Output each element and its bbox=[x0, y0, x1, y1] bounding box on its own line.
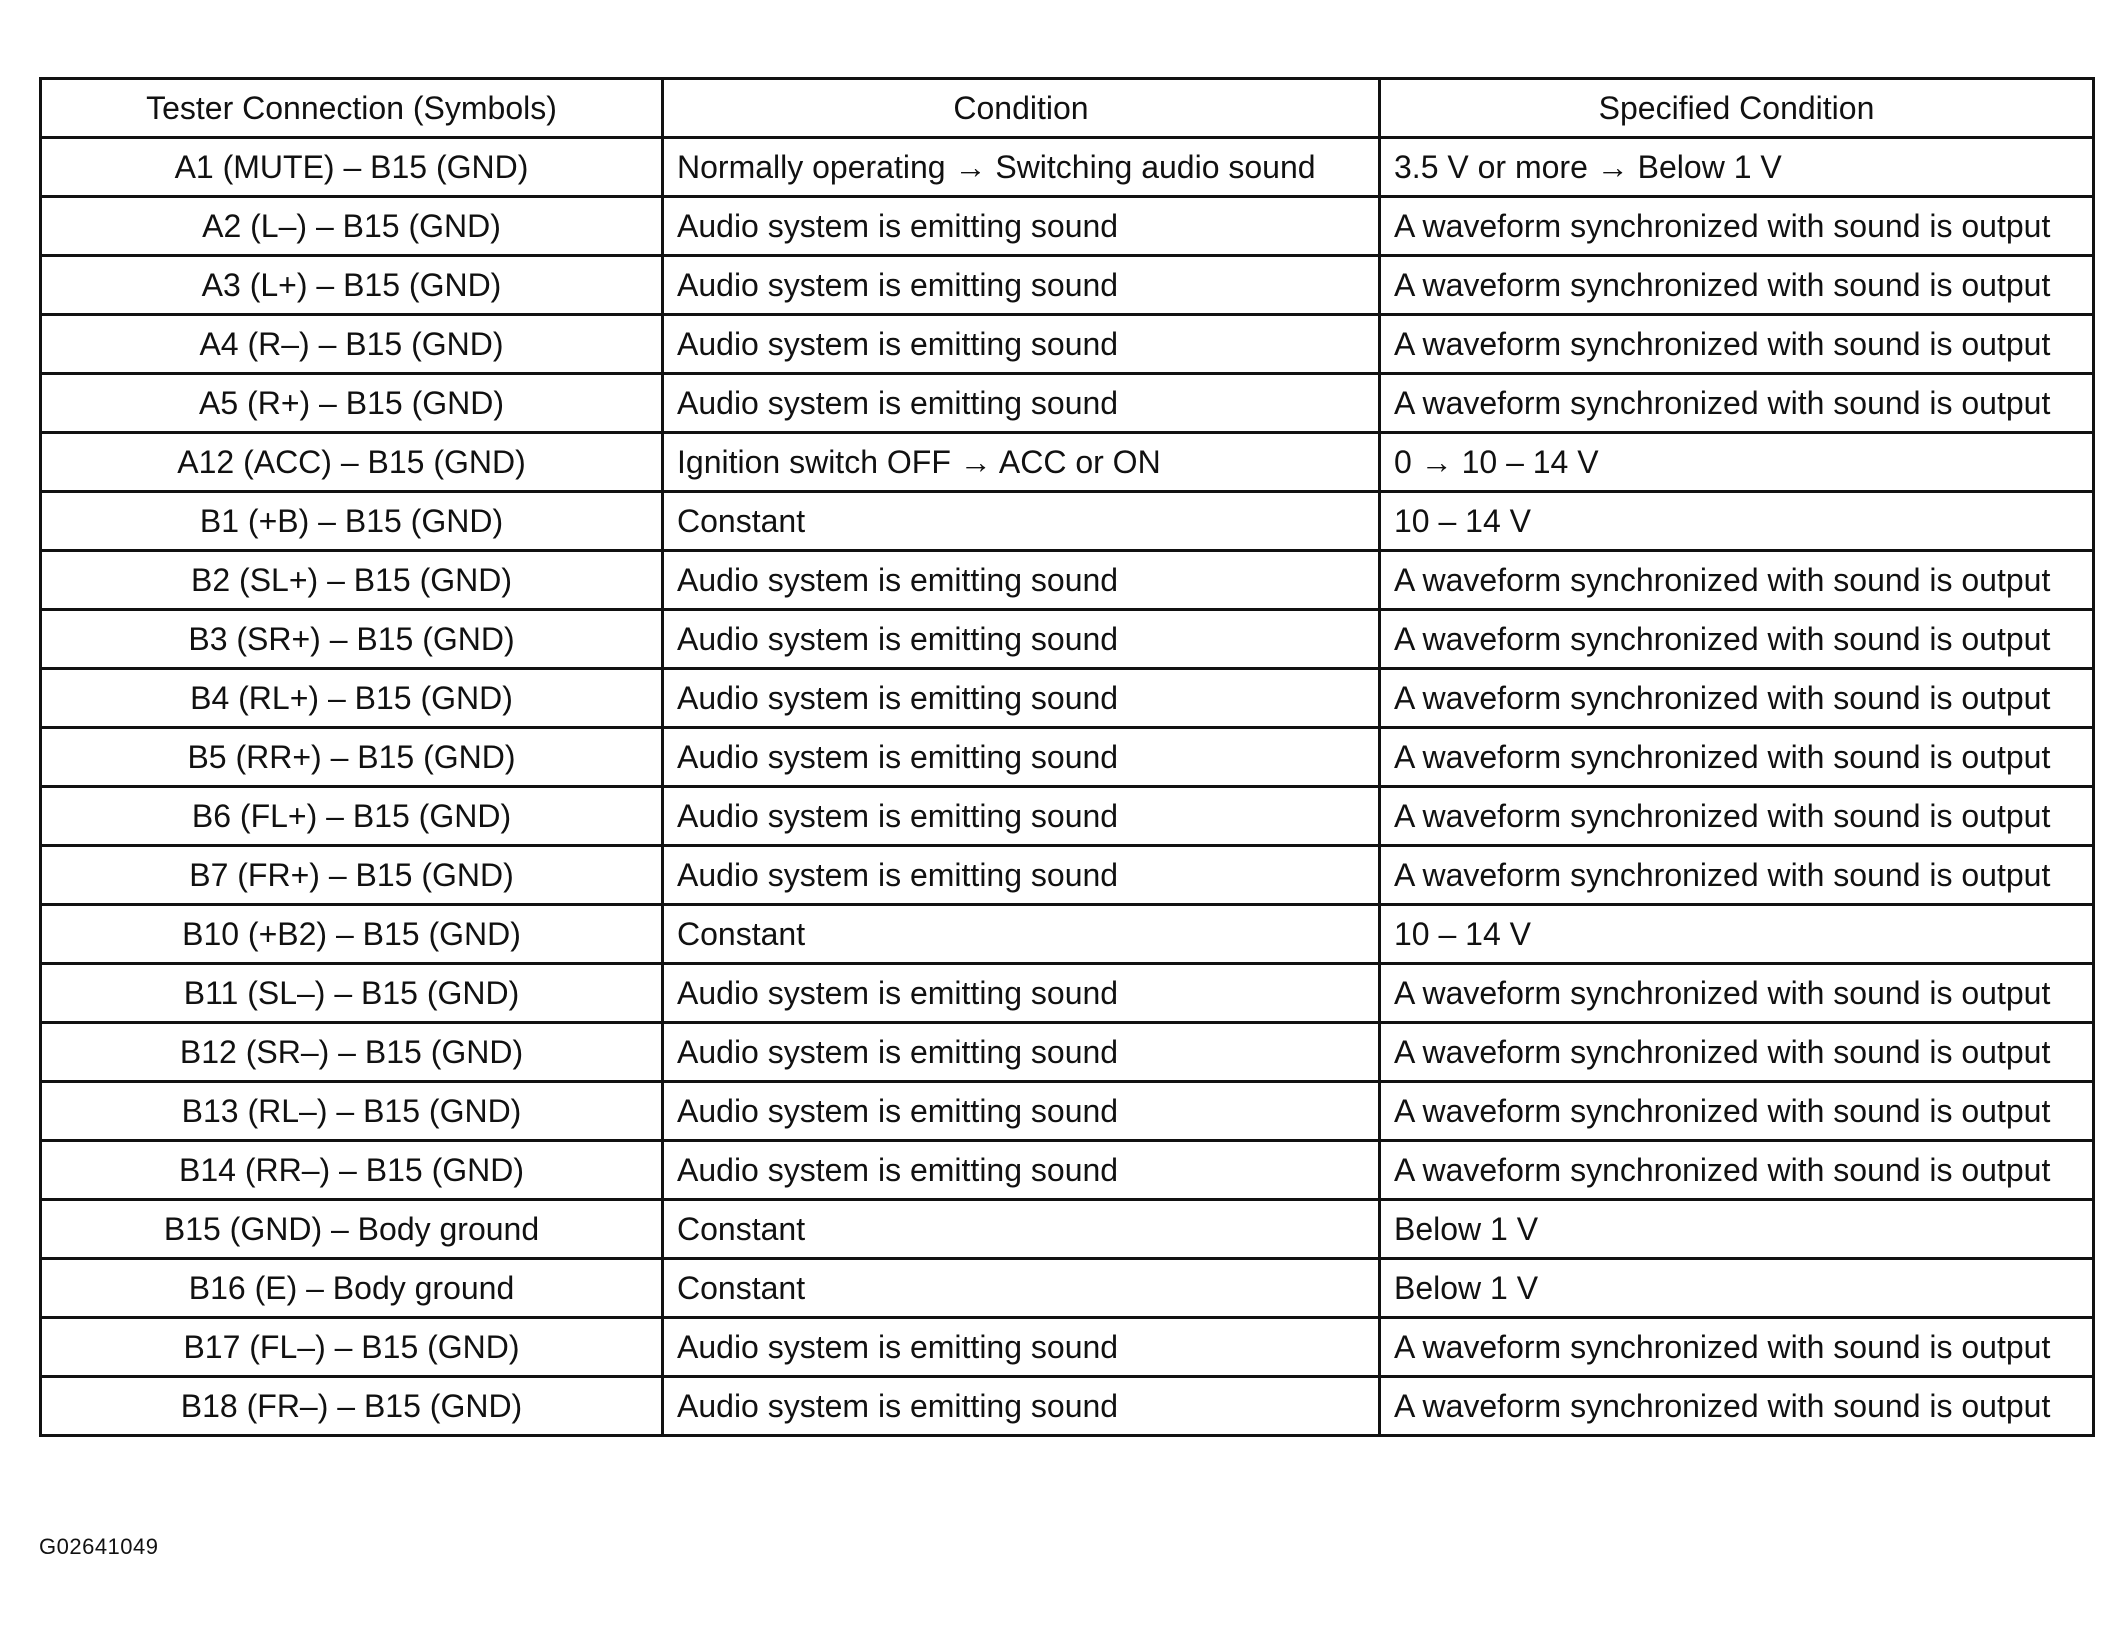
spec-table-container bbox=[39, 77, 2092, 1437]
condition-cell: Audio system is emitting sound bbox=[663, 1023, 1380, 1082]
tester-connection-cell: B5 (RR+) – B15 (GND) bbox=[41, 728, 663, 787]
tester-connection-cell: B18 (FR–) – B15 (GND) bbox=[41, 1377, 663, 1436]
table-row bbox=[41, 315, 2094, 374]
figure-id-label: G02641049 bbox=[39, 1534, 159, 1559]
table-row bbox=[41, 669, 2094, 728]
condition-cell: Constant bbox=[663, 905, 1380, 964]
table-row bbox=[41, 1377, 2094, 1436]
header-tester-connection: Tester Connection (Symbols) bbox=[41, 79, 663, 138]
tester-connection-cell: B2 (SL+) – B15 (GND) bbox=[41, 551, 663, 610]
table-row bbox=[41, 610, 2094, 669]
specified-condition-cell: A waveform synchronized with sound is output bbox=[1380, 669, 2094, 728]
tester-connection-cell: B16 (E) – Body ground bbox=[41, 1259, 663, 1318]
condition-cell: Ignition switch OFF → ACC or ON bbox=[663, 433, 1380, 492]
table-row bbox=[41, 1023, 2094, 1082]
table-row bbox=[41, 787, 2094, 846]
table-row bbox=[41, 1082, 2094, 1141]
condition-cell: Audio system is emitting sound bbox=[663, 1141, 1380, 1200]
condition-cell: Audio system is emitting sound bbox=[663, 1318, 1380, 1377]
table-row bbox=[41, 1200, 2094, 1259]
table-row bbox=[41, 964, 2094, 1023]
condition-cell: Audio system is emitting sound bbox=[663, 787, 1380, 846]
tester-connection-cell: A4 (R–) – B15 (GND) bbox=[41, 315, 663, 374]
condition-cell: Audio system is emitting sound bbox=[663, 964, 1380, 1023]
table-row bbox=[41, 728, 2094, 787]
tester-connection-cell: B10 (+B2) – B15 (GND) bbox=[41, 905, 663, 964]
condition-cell: Audio system is emitting sound bbox=[663, 846, 1380, 905]
tester-connection-cell: B6 (FL+) – B15 (GND) bbox=[41, 787, 663, 846]
table-row bbox=[41, 846, 2094, 905]
header-specified-condition: Specified Condition bbox=[1380, 79, 2094, 138]
specified-condition-cell: A waveform synchronized with sound is output bbox=[1380, 374, 2094, 433]
tester-connection-cell: B13 (RL–) – B15 (GND) bbox=[41, 1082, 663, 1141]
condition-cell: Audio system is emitting sound bbox=[663, 1082, 1380, 1141]
tester-connection-cell: B1 (+B) – B15 (GND) bbox=[41, 492, 663, 551]
table-row bbox=[41, 197, 2094, 256]
specified-condition-cell: A waveform synchronized with sound is output bbox=[1380, 787, 2094, 846]
specified-condition-cell: A waveform synchronized with sound is output bbox=[1380, 846, 2094, 905]
specified-condition-cell: A waveform synchronized with sound is output bbox=[1380, 964, 2094, 1023]
header-condition: Condition bbox=[663, 79, 1380, 138]
tester-connection-cell: A12 (ACC) – B15 (GND) bbox=[41, 433, 663, 492]
tester-connection-cell: B15 (GND) – Body ground bbox=[41, 1200, 663, 1259]
tester-connection-cell: B7 (FR+) – B15 (GND) bbox=[41, 846, 663, 905]
specified-condition-cell: 10 – 14 V bbox=[1380, 492, 2094, 551]
specified-condition-cell: Below 1 V bbox=[1380, 1200, 2094, 1259]
tester-connection-cell: B4 (RL+) – B15 (GND) bbox=[41, 669, 663, 728]
specified-condition-cell: A waveform synchronized with sound is output bbox=[1380, 551, 2094, 610]
table-row bbox=[41, 256, 2094, 315]
specified-condition-cell: A waveform synchronized with sound is output bbox=[1380, 1082, 2094, 1141]
specified-condition-cell: A waveform synchronized with sound is output bbox=[1380, 256, 2094, 315]
table-row bbox=[41, 433, 2094, 492]
tester-connection-cell: B17 (FL–) – B15 (GND) bbox=[41, 1318, 663, 1377]
condition-cell: Audio system is emitting sound bbox=[663, 374, 1380, 433]
specified-condition-cell: A waveform synchronized with sound is output bbox=[1380, 728, 2094, 787]
condition-cell: Constant bbox=[663, 1259, 1380, 1318]
tester-connection-cell: B11 (SL–) – B15 (GND) bbox=[41, 964, 663, 1023]
specified-condition-cell: 3.5 V or more → Below 1 V bbox=[1380, 138, 2094, 197]
condition-cell: Audio system is emitting sound bbox=[663, 315, 1380, 374]
condition-cell: Normally operating → Switching audio sound bbox=[663, 138, 1380, 197]
specified-condition-cell: 0 → 10 – 14 V bbox=[1380, 433, 2094, 492]
specified-condition-cell: A waveform synchronized with sound is output bbox=[1380, 1318, 2094, 1377]
table-row bbox=[41, 374, 2094, 433]
table-row bbox=[41, 1259, 2094, 1318]
table-header-row bbox=[41, 79, 2094, 138]
table-row bbox=[41, 905, 2094, 964]
condition-cell: Audio system is emitting sound bbox=[663, 610, 1380, 669]
tester-connection-cell: A2 (L–) – B15 (GND) bbox=[41, 197, 663, 256]
tester-connection-cell: B14 (RR–) – B15 (GND) bbox=[41, 1141, 663, 1200]
specified-condition-cell: 10 – 14 V bbox=[1380, 905, 2094, 964]
table-row bbox=[41, 1318, 2094, 1377]
table-body bbox=[41, 138, 2094, 1436]
tester-connection-cell: A3 (L+) – B15 (GND) bbox=[41, 256, 663, 315]
table-row bbox=[41, 1141, 2094, 1200]
tester-connection-cell: A1 (MUTE) – B15 (GND) bbox=[41, 138, 663, 197]
condition-cell: Audio system is emitting sound bbox=[663, 551, 1380, 610]
tester-connection-cell: A5 (R+) – B15 (GND) bbox=[41, 374, 663, 433]
condition-cell: Audio system is emitting sound bbox=[663, 256, 1380, 315]
condition-cell: Audio system is emitting sound bbox=[663, 197, 1380, 256]
specified-condition-cell: A waveform synchronized with sound is output bbox=[1380, 1141, 2094, 1200]
condition-cell: Audio system is emitting sound bbox=[663, 728, 1380, 787]
specified-condition-cell: A waveform synchronized with sound is output bbox=[1380, 197, 2094, 256]
table-row bbox=[41, 551, 2094, 610]
table-row bbox=[41, 492, 2094, 551]
specified-condition-cell: A waveform synchronized with sound is output bbox=[1380, 315, 2094, 374]
specified-condition-cell: A waveform synchronized with sound is output bbox=[1380, 610, 2094, 669]
specified-condition-cell: Below 1 V bbox=[1380, 1259, 2094, 1318]
tester-connection-cell: B12 (SR–) – B15 (GND) bbox=[41, 1023, 663, 1082]
condition-cell: Audio system is emitting sound bbox=[663, 1377, 1380, 1436]
condition-cell: Audio system is emitting sound bbox=[663, 669, 1380, 728]
condition-cell: Constant bbox=[663, 1200, 1380, 1259]
condition-cell: Constant bbox=[663, 492, 1380, 551]
specified-condition-cell: A waveform synchronized with sound is output bbox=[1380, 1377, 2094, 1436]
table-row bbox=[41, 138, 2094, 197]
tester-connection-table bbox=[39, 77, 2095, 1437]
tester-connection-cell: B3 (SR+) – B15 (GND) bbox=[41, 610, 663, 669]
specified-condition-cell: A waveform synchronized with sound is output bbox=[1380, 1023, 2094, 1082]
